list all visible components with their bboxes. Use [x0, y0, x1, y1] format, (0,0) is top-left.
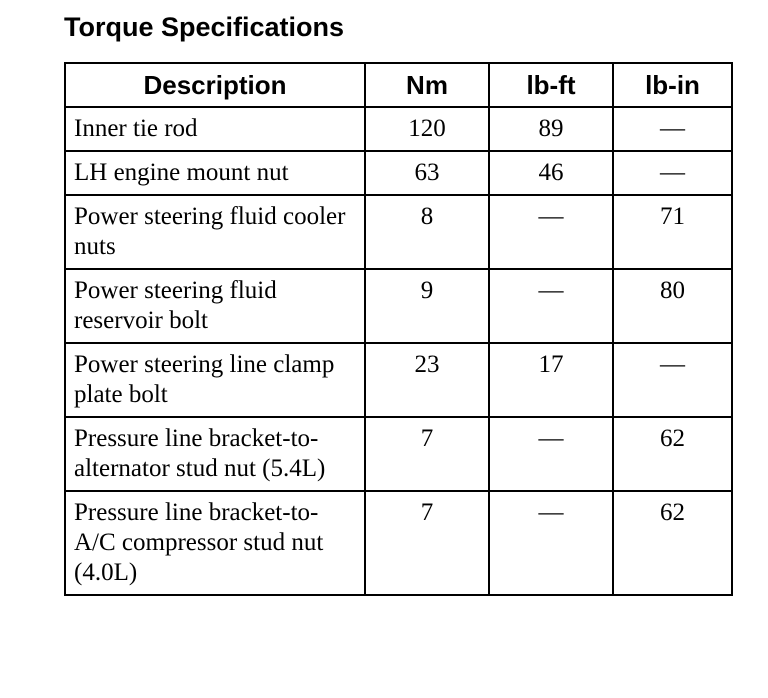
header-lbin: lb-in [613, 63, 732, 107]
cell-lbin: 62 [613, 417, 732, 491]
cell-description: LH engine mount nut [65, 151, 365, 195]
table-row [65, 491, 732, 595]
table-row [65, 343, 732, 417]
cell-lbin: 71 [613, 195, 732, 269]
cell-nm: 23 [365, 343, 489, 417]
cell-nm: 7 [365, 417, 489, 491]
table-row [65, 195, 732, 269]
header-nm: Nm [365, 63, 489, 107]
cell-lbin: 62 [613, 491, 732, 595]
table-row [65, 151, 732, 195]
cell-nm: 8 [365, 195, 489, 269]
cell-lbft: 17 [489, 343, 613, 417]
cell-lbft: — [489, 269, 613, 343]
cell-lbin: — [613, 343, 732, 417]
cell-lbft: 46 [489, 151, 613, 195]
table-row [65, 417, 732, 491]
cell-lbft: — [489, 195, 613, 269]
cell-description: Inner tie rod [65, 107, 365, 151]
cell-lbft: — [489, 491, 613, 595]
cell-lbft: — [489, 417, 613, 491]
cell-lbin: 80 [613, 269, 732, 343]
cell-nm: 63 [365, 151, 489, 195]
table-row [65, 269, 732, 343]
cell-lbin: — [613, 151, 732, 195]
cell-description: Power steering fluid reservoir bolt [65, 269, 365, 343]
cell-nm: 7 [365, 491, 489, 595]
table-header-row [65, 63, 732, 107]
page-title: Torque Specifications [64, 12, 345, 42]
cell-lbft: 89 [489, 107, 613, 151]
cell-description: Pressure line bracket-to-A/C compressor stud nut (4.0L) [65, 491, 365, 595]
cell-nm: 120 [365, 107, 489, 151]
torque-spec-table [64, 62, 733, 596]
cell-lbin: — [613, 107, 732, 151]
table-row [65, 107, 732, 151]
header-lbft: lb-ft [489, 63, 613, 107]
cell-description: Power steering line clamp plate bolt [65, 343, 365, 417]
header-description: Description [65, 63, 365, 107]
cell-description: Power steering fluid cooler nuts [65, 195, 365, 269]
cell-nm: 9 [365, 269, 489, 343]
cell-description: Pressure line bracket-to-alternator stud nut (5.4L) [65, 417, 365, 491]
